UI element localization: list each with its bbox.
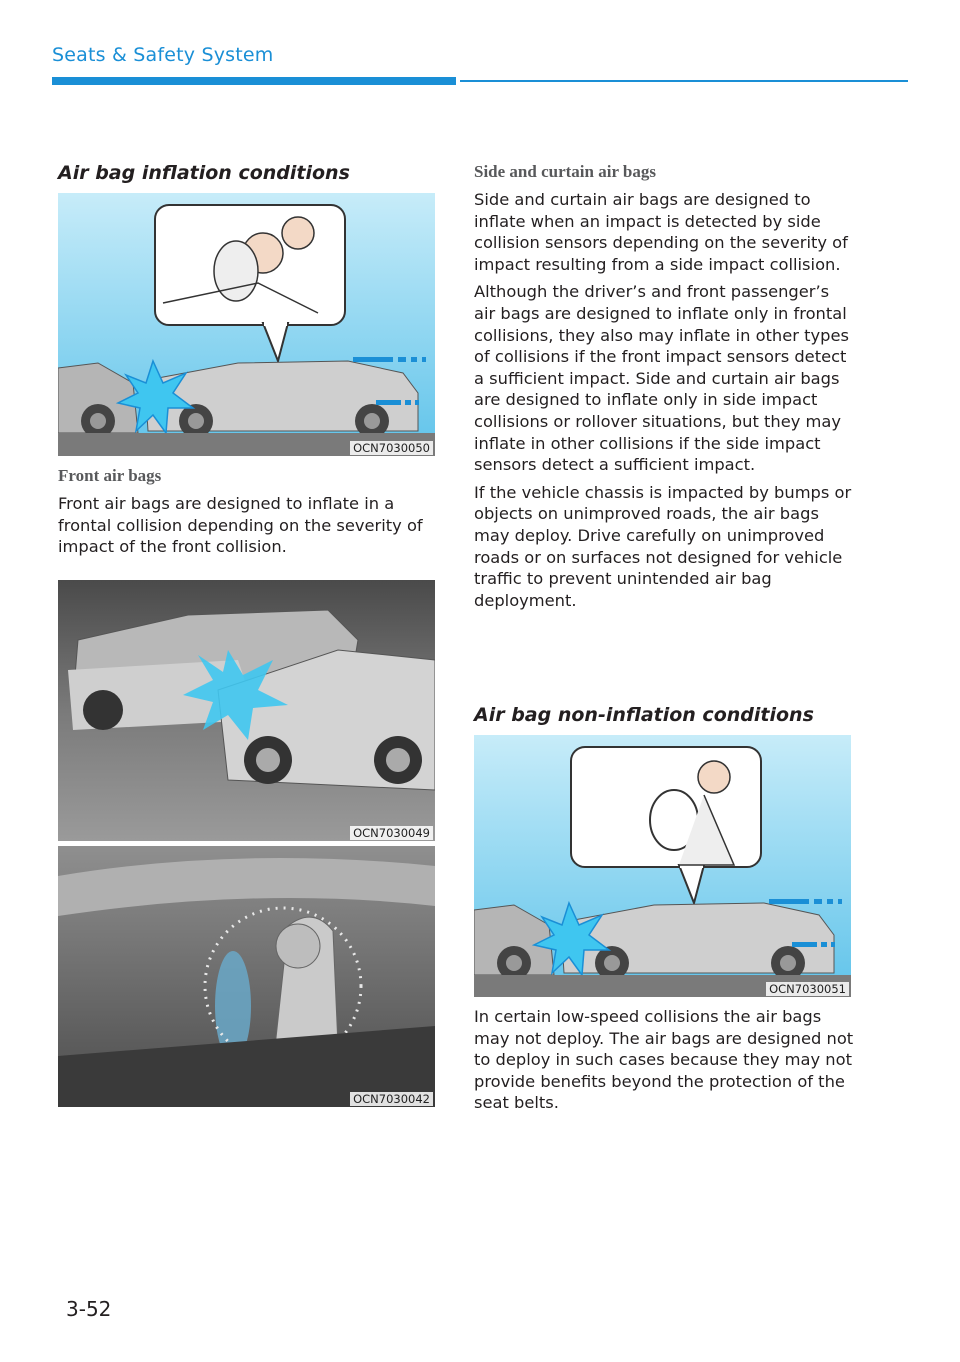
paragraph-3: If the vehicle chassis is impacted by bumps or objects on unimproved roads, the air bags may deploy. Drive carefully on unimproved roads or on surfaces not designed for vehicle traffic to prevent unintended air bag deployment. [474, 482, 852, 610]
figure-frontal-collision [58, 193, 435, 456]
figure-code: OCN7030042 [350, 1092, 433, 1106]
figure-code: OCN7030050 [350, 441, 433, 455]
non-inflation-heading: Air bag non-inflation conditions [474, 704, 814, 726]
figure-low-speed-collision [474, 735, 851, 997]
paragraph-text: In certain low-speed collisions the air bags may not deploy. The air bags are designed not to deploy in such cases because they may not provide benefits beyond the protection of the seat belts. [474, 1007, 854, 1113]
paragraph-text: Front air bags are designed to inflate in a frontal collision depending on the severity of impact of the front collision. [58, 494, 423, 557]
inflation-conditions-heading: Air bag inflation conditions [58, 162, 350, 184]
figure-side-airbag [58, 846, 435, 1107]
header-accent-bar [52, 77, 456, 85]
non-inflation-paragraph [474, 1006, 854, 1120]
figure-code: OCN7030051 [766, 982, 849, 996]
low-speed-collision-illustration-icon [474, 735, 851, 997]
side-curtain-text [474, 189, 854, 617]
header-rule [460, 80, 908, 82]
figure-side-collision [58, 580, 435, 841]
side-collision-photo-icon [58, 580, 435, 841]
paragraph-2: Although the driver’s and front passenger’s air bags are designed to inflate only in frontal collisions, they also may inflate in other types of collisions if the front impact sensors detect a sufficient impact. Side and curtain air bags are designed to inflate only in side impact collisions or rollover situations, but they may inflate in other collisions if the side impact sensors detect a sufficient impact. [474, 282, 849, 475]
figure-code: OCN7030049 [350, 826, 433, 840]
side-airbag-deployment-photo-icon [58, 846, 435, 1107]
frontal-collision-illustration-icon [58, 193, 435, 456]
section-title: Seats & Safety System [52, 44, 274, 66]
paragraph-1: Side and curtain air bags are designed to inflate when an impact is detected by side collision sensors depending on the severity of impact resulting from a side impact collision. [474, 190, 848, 274]
side-curtain-subheading: Side and curtain air bags [474, 162, 657, 181]
front-airbags-paragraph [58, 493, 438, 564]
page-number: 3-52 [66, 1297, 112, 1321]
front-airbags-subheading: Front air bags [58, 466, 162, 485]
